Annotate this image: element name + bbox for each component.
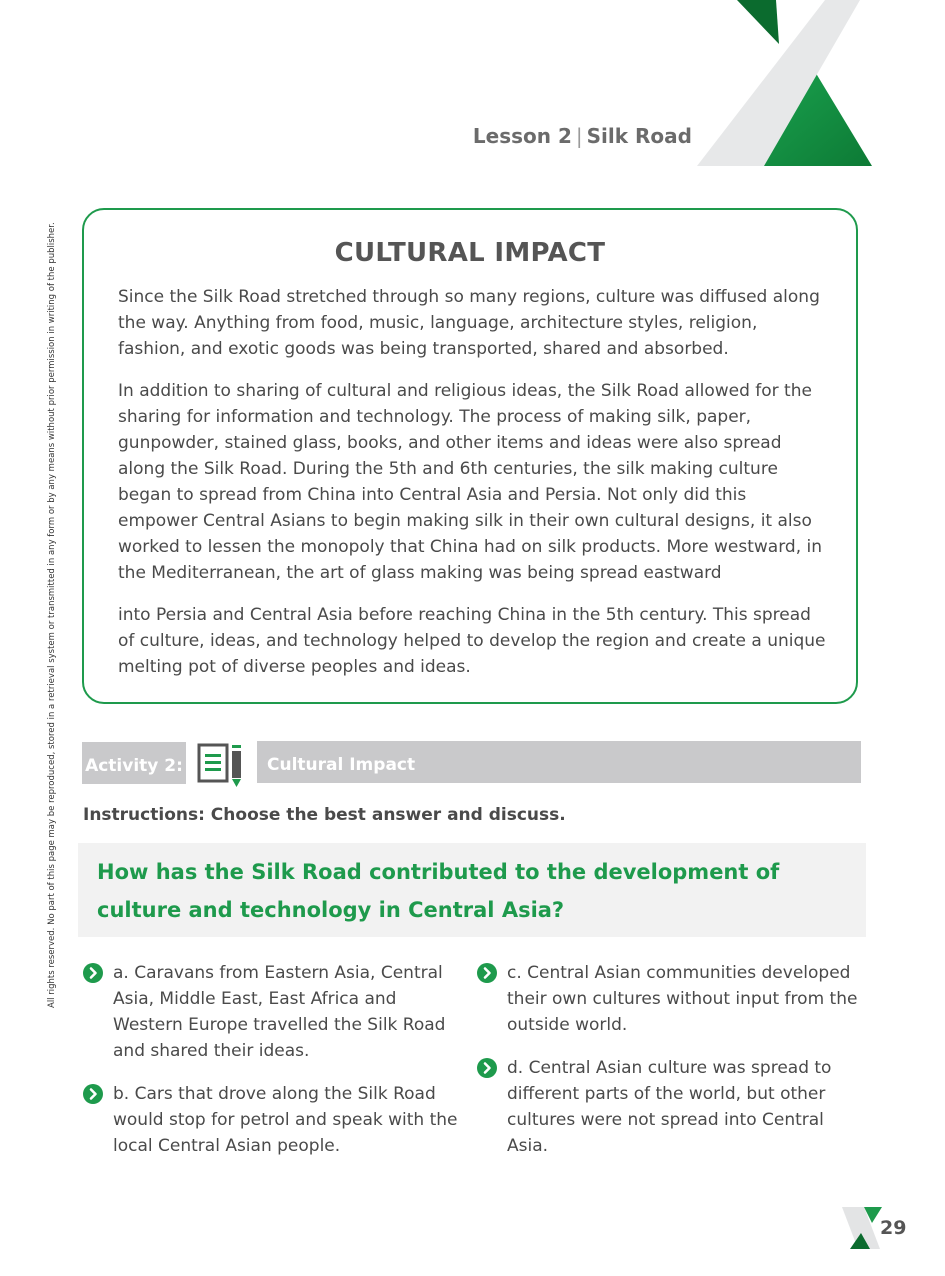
page-logo-icon: [840, 1205, 885, 1251]
question-box: [78, 843, 866, 937]
card-title: CULTURAL IMPACT: [334, 238, 606, 268]
answer-option-text: b. Cars that drove along the Silk Road would stop for petrol and speak with the local Central Asian people.: [113, 1084, 458, 1156]
chevron-right-icon: [477, 1058, 497, 1078]
page-number: 29: [880, 1217, 907, 1239]
answer-option-text: d. Central Asian culture was spread to different parts of the world, but other cultures were not spread into Central Asia.: [507, 1058, 832, 1156]
chevron-right-icon: [83, 1084, 103, 1104]
instructions: Instructions: Choose the best answer and discuss.: [83, 805, 566, 825]
lesson-number: Lesson 2: [472, 124, 572, 148]
answer-option-text: c. Central Asian communities developed their own cultures without input from the outside world.: [507, 963, 858, 1035]
question-text: How has the Silk Road contributed to the development of culture and technology in Central Asia?: [97, 860, 780, 922]
header-chevron-decoration: [0, 0, 945, 180]
cultural-impact-card: [82, 208, 858, 704]
card-paragraph-2: In addition to sharing of cultural and religious ideas, the Silk Road allowed for the sharing for information and technology. The process of making silk, paper, gunpowder, stained glass, books, and other items and ideas were also spread along the Silk Road. During the 5th and 6th centuries, the silk making culture began to spread from China into Central Asia and Persia. Not only did this empower Central Asians to begin making silk in their own cultural designs, it also worked to lessen the monopoly that China had on silk products. More westward, in the Mediterranean, the art of glass making was being spread eastward: [118, 381, 823, 583]
card-paragraph-3: into Persia and Central Asia before reaching China in the 5th century. This spread of culture, ideas, and technology helped to develop the region and create a unique melting pot of diverse peoples and ideas.: [118, 605, 826, 677]
card-paragraph-1: Since the Silk Road stretched through so many regions, culture was diffused along the way. Anything from food, music, language, architecture styles, religion, fashion, and exotic goods was being transported, shared and absorbed.: [118, 287, 820, 359]
chevron-right-icon: [477, 963, 497, 983]
answer-option-text: a. Caravans from Eastern Asia, Central Asia, Middle East, East Africa and Western Europe travelled the Silk Road and shared their ideas.: [113, 963, 446, 1061]
activity-label: Activity 2:: [82, 742, 186, 784]
header-separator: |: [575, 124, 583, 148]
lesson-header: [473, 124, 692, 148]
notebook-pencil-icon: [196, 742, 246, 788]
chevron-right-icon: [83, 963, 103, 983]
lesson-topic: Silk Road: [586, 124, 692, 148]
activity-title-bar: Cultural Impact: [257, 741, 861, 783]
copyright-notice: All rights reserved. No part of this page may be reproduced, stored in a retrieval system or transmitted in any form or by any means without prior permission in writing of the publisher.: [47, 222, 57, 1008]
